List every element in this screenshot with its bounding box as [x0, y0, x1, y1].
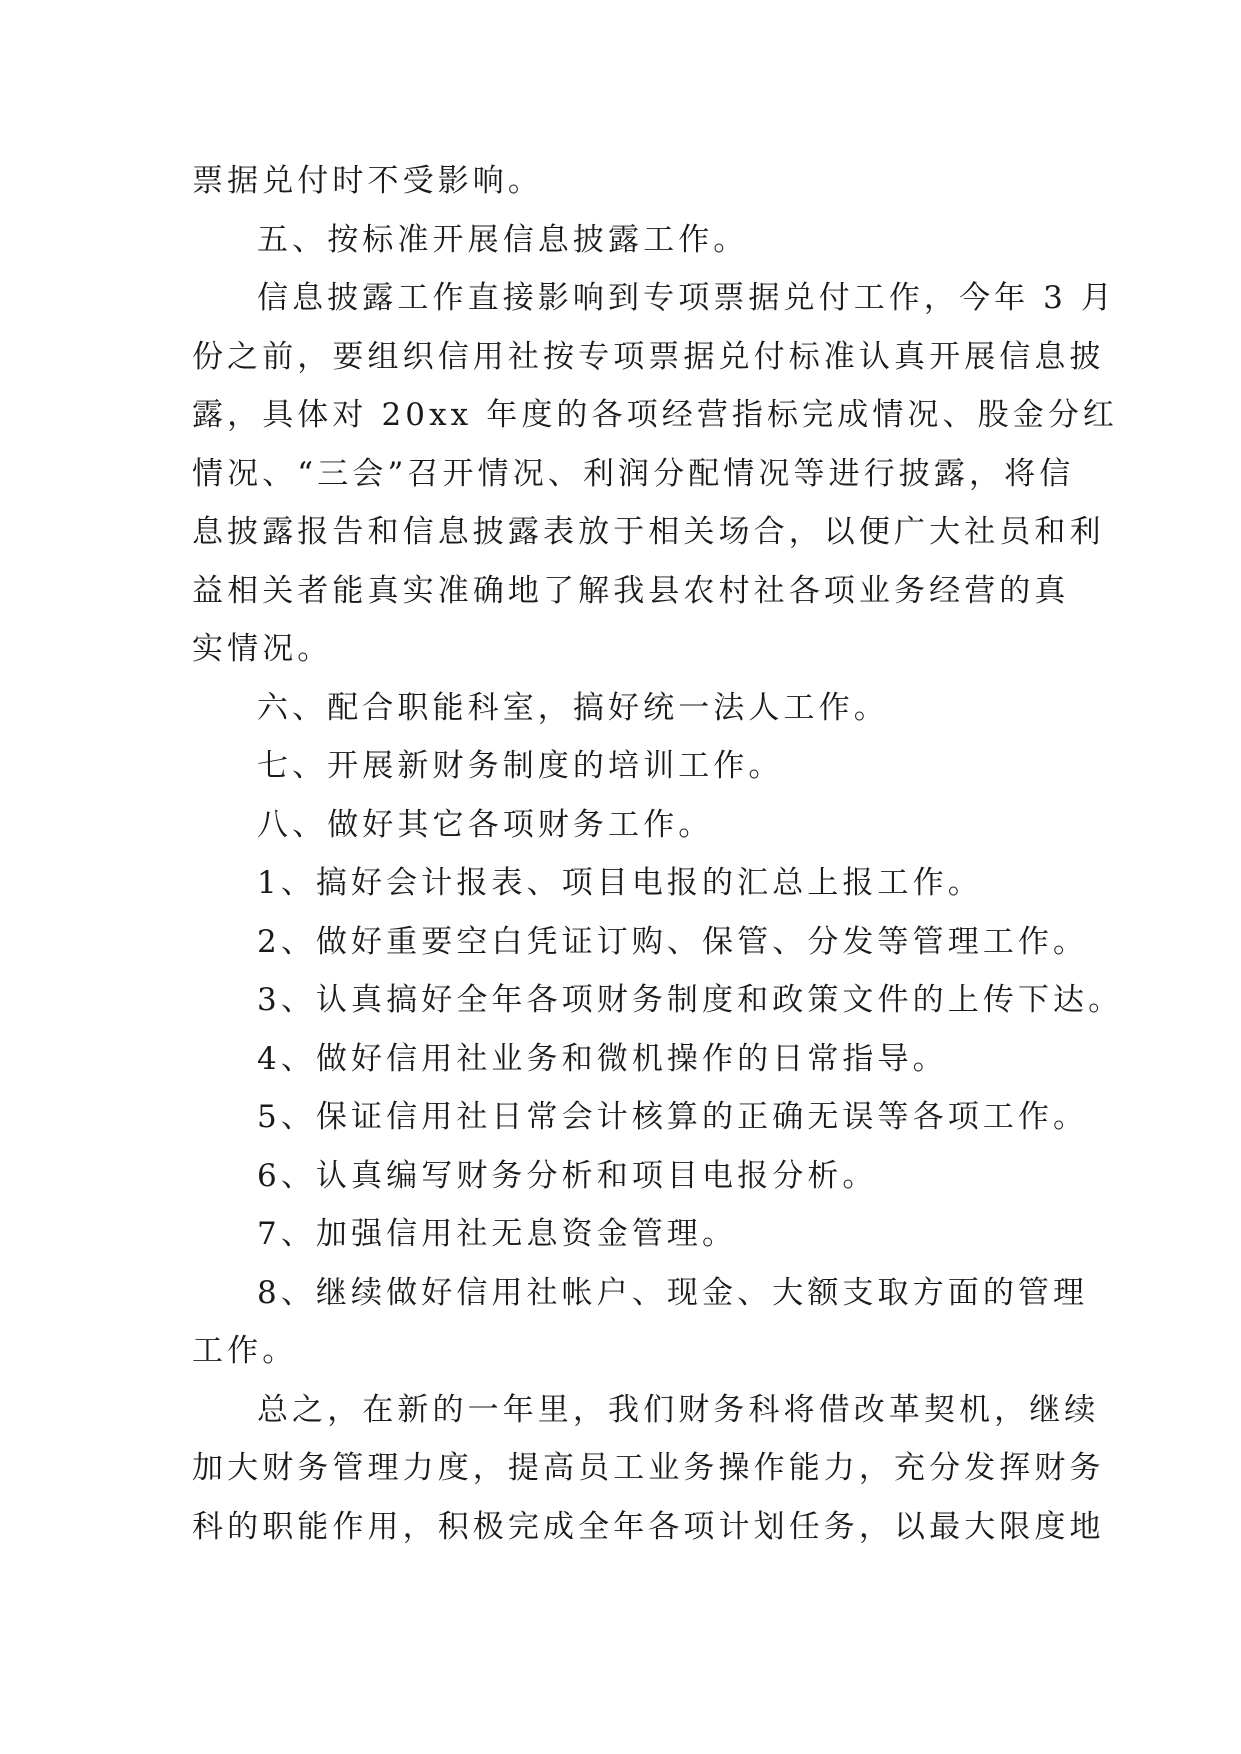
- text-line: 情况、“三会”召开情况、利润分配情况等进行披露，将信: [192, 455, 1075, 492]
- section-heading-7: 七、开展新财务制度的培训工作。: [257, 748, 784, 784]
- text-line: 实情况。: [192, 631, 333, 667]
- text-line: 票据兑付时不受影响。: [192, 163, 543, 199]
- text-line: 益相关者能真实准确地了解我县农村社各项业务经营的真: [192, 572, 1070, 609]
- conclusion-line: 加大财务管理力度，提高员工业务操作能力，充分发挥财务: [192, 1450, 1105, 1486]
- list-item-3: 3、认真搞好全年各项财务制度和政策文件的上传下达。: [257, 982, 1124, 1018]
- text-line: 息披露报告和信息披露表放于相关场合，以便广大社员和利: [192, 514, 1105, 550]
- list-item-8: 8、继续做好信用社帐户、现金、大额支取方面的管理: [257, 1274, 1089, 1311]
- section-heading-8: 八、做好其它各项财务工作。: [257, 806, 714, 843]
- list-item-7: 7、加强信用社无息资金管理。: [257, 1216, 738, 1252]
- list-item-2: 2、做好重要空白凭证订购、保管、分发等管理工作。: [257, 923, 1089, 960]
- text-line: 露，具体对 20xx 年度的各项经营指标完成情况、股金分红: [192, 397, 1119, 433]
- list-item-5: 5、保证信用社日常会计核算的正确无误等各项工作。: [257, 1099, 1089, 1135]
- list-item-1: 1、搞好会计报表、项目电报的汇总上报工作。: [257, 865, 983, 901]
- conclusion-line: 总之，在新的一年里，我们财务科将借改革契机，继续: [257, 1391, 1100, 1428]
- list-item-6: 6、认真编写财务分析和项目电报分析。: [257, 1157, 878, 1194]
- section-heading-6: 六、配合职能科室，搞好统一法人工作。: [257, 689, 889, 726]
- section-heading-5: 五、按标准开展信息披露工作。: [257, 221, 749, 258]
- text-line: 工作。: [192, 1333, 298, 1369]
- conclusion-line: 科的职能作用，积极完成全年各项计划任务，以最大限度地: [192, 1508, 1105, 1545]
- text-line: 份之前，要组织信用社按专项票据兑付标准认真开展信息披: [192, 338, 1105, 375]
- text-line: 信息披露工作直接影响到专项票据兑付工作，今年 3 月: [257, 280, 1117, 316]
- body-text: [192, 152, 1124, 1556]
- list-item-4: 4、做好信用社业务和微机操作的日常指导。: [257, 1040, 948, 1077]
